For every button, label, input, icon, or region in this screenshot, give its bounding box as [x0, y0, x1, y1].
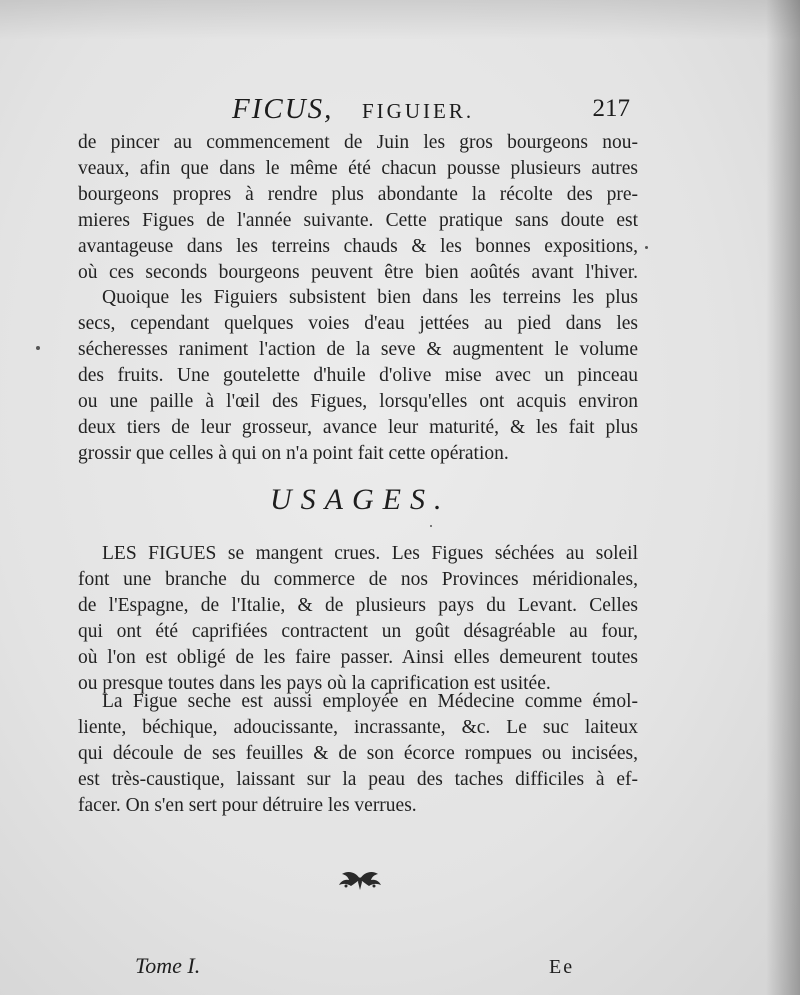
paragraph-1: [78, 130, 638, 286]
usages-paragraph-1: [78, 541, 638, 697]
text-line: liente, béchique, adoucissante, incrassante, &c. Le suc laiteux: [78, 717, 638, 738]
running-header: [232, 93, 630, 129]
scan-top-shadow: [0, 0, 800, 40]
text-line: où l'on est obligé de les faire passer. Ainsi elles demeurent toutes: [78, 647, 638, 668]
scan-speck: [430, 525, 432, 527]
text-line: LES FIGUES se mangent crues. Les Figues séchées au soleil: [102, 543, 638, 564]
text-line: ou une paille à l'œil des Figues, lorsqu'elles ont acquis environ: [78, 391, 638, 412]
scan-speck: [645, 246, 648, 249]
volume-label: Tome I.: [135, 953, 201, 978]
text-line: de pincer au commencement de Juin les gros bourgeons nou-: [78, 132, 638, 153]
text-line: avantageuse dans les terreins chauds & les bonnes expositions,: [78, 236, 638, 257]
text-line: ou presque toutes dans les pays où la caprification est usitée.: [78, 673, 551, 694]
text-line: mieres Figues de l'année suivante. Cette pratique sans doute est: [78, 210, 638, 231]
text-line: de l'Espagne, de l'Italie, & de plusieurs pays du Levant. Celles: [78, 595, 638, 616]
section-heading-usages: USAGES.: [270, 483, 451, 516]
text-line: secs, cependant quelques voies d'eau jettées au pied dans les: [78, 313, 638, 334]
header-subtitle: FIGUIER.: [362, 99, 475, 123]
text-line: deux tiers de leur grosseur, avance leur maturité, & les fait plus: [78, 417, 638, 438]
text-line: des fruits. Une goutelette d'huile d'olive mise avec un pinceau: [78, 365, 638, 386]
header-title: FICUS,: [232, 93, 334, 125]
text-line: sécheresses raniment l'action de la seve & augmentent le volume: [78, 339, 638, 360]
text-line: La Figue seche est aussi employée en Médecine comme émol-: [102, 691, 638, 712]
text-line: font une branche du commerce de nos Provinces méridionales,: [78, 569, 638, 590]
text-line: qui ont été caprifiées contractent un goût désagréable au four,: [78, 621, 638, 642]
usages-paragraph-2: [78, 689, 638, 819]
fleuron-ornament-icon: [336, 866, 384, 892]
text-line: facer. On s'en sert pour détruire les verrues.: [78, 795, 417, 816]
paragraph-2: [78, 285, 638, 467]
page-number: 217: [592, 95, 630, 122]
text-line: qui découle de ses feuilles & de son écorce rompues ou incisées,: [78, 743, 638, 764]
signature-mark: Ee: [549, 956, 575, 978]
text-line: Quoique les Figuiers subsistent bien dans les terreins les plus: [102, 287, 638, 308]
text-line: bourgeons propres à rendre plus abondante la récolte des pre-: [78, 184, 638, 205]
text-line: grossir que celles à qui on n'a point fait cette opération.: [78, 443, 509, 464]
text-line: veaux, afin que dans le même été chacun pousse plusieurs autres: [78, 158, 638, 179]
text-line: où ces seconds bourgeons peuvent être bien aoûtés avant l'hiver.: [78, 262, 638, 283]
scan-speck: [36, 346, 40, 350]
scan-edge-shadow: [766, 0, 800, 995]
text-line: est très-caustique, laissant sur la peau des taches difficiles à ef-: [78, 769, 638, 790]
